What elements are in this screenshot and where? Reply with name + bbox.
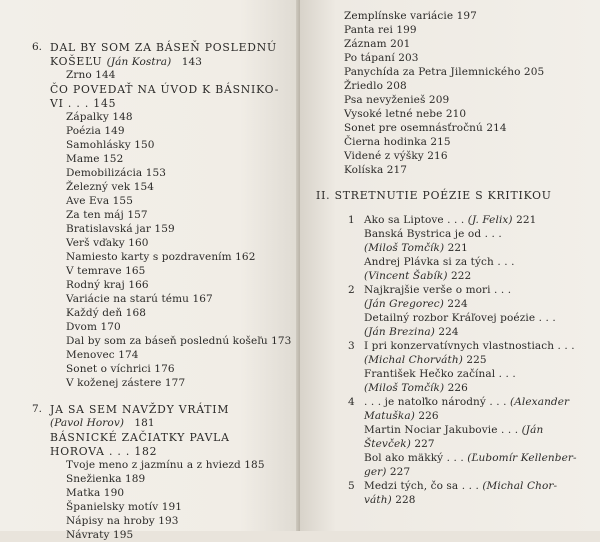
critique-text: Ako sa Liptove . . .	[364, 214, 468, 226]
entry-number: 4	[348, 396, 355, 408]
toc-entry: V temrave 165	[66, 265, 146, 277]
critique-author: (Ján Gregorec)	[364, 298, 444, 310]
toc-entry: Po tápaní 203	[344, 52, 419, 64]
toc-entry: Španielsky motív 191	[66, 501, 183, 513]
critique-entry	[364, 480, 557, 493]
toc-entry: Železný vek 154	[66, 181, 155, 193]
toc-entry: Panta rei 199	[344, 24, 417, 36]
critique-entry	[364, 424, 543, 437]
section-6-number: 6.	[32, 41, 43, 53]
toc-entry: Rodný kraj 166	[66, 279, 149, 291]
critique-entry	[364, 354, 487, 367]
section-6-page: 143	[181, 56, 203, 68]
critique-author: (J. Felix)	[467, 214, 513, 226]
toc-entry: Poézia 149	[66, 125, 125, 137]
critique-entry	[364, 396, 569, 409]
critique-text: František Hečko začínal . . .	[364, 368, 516, 380]
critique-entry	[364, 214, 536, 227]
toc-entry: Dvom 170	[66, 321, 121, 333]
toc-entry: Žriedlo 208	[344, 80, 407, 92]
toc-entry: Záznam 201	[344, 38, 411, 50]
critique-text: Andrej Plávka si za tých . . .	[364, 256, 515, 268]
toc-entry: Každý deň 168	[66, 307, 147, 319]
toc-entry: Zemplínske variácie 197	[344, 10, 477, 22]
critique-author: (Ján	[521, 424, 544, 436]
toc-entry: Čierna hodinka 215	[344, 136, 451, 148]
critique-author: (Michal Chorváth)	[364, 354, 463, 366]
toc-entry: Videné z výšky 216	[344, 150, 448, 162]
section-7-author-page: 181	[134, 417, 155, 429]
section-7-subtitle-line2: HOROVA . . . 182	[50, 445, 158, 458]
toc-entry: Namiesto karty s pozdravením 162	[66, 251, 256, 263]
section-6-title-line1: DAL BY SOM ZA BÁSEŇ POSLEDNÚ	[50, 41, 277, 54]
critique-author: (Ľubomír Kellenber-	[467, 452, 577, 464]
cpov-title-line2: VI . . . 145	[50, 97, 117, 110]
critique-page: 221	[444, 242, 468, 254]
entry-number: 1	[348, 214, 355, 226]
toc-entry: Matka 190	[66, 487, 125, 499]
toc-entry: Návraty 195	[66, 529, 134, 541]
toc-entry: Mame 152	[66, 153, 124, 165]
toc-entry: Zápalky 148	[66, 111, 133, 123]
critique-text: I pri konzervatívnych vlastnostiach . . .	[364, 340, 575, 352]
toc-entry: Kolíska 217	[344, 164, 408, 176]
toc-entry: V koženej zástere 177	[66, 377, 186, 389]
toc-entry: Za ten máj 157	[66, 209, 148, 221]
critique-entry	[364, 494, 416, 507]
critique-text: Bol ako mäkký . . .	[364, 452, 468, 464]
critique-author: váth)	[364, 494, 392, 506]
toc-entry: Variácie na starú tému 167	[66, 293, 213, 305]
critique-entry	[364, 438, 435, 451]
toc-entry: Psa nevyženieš 209	[344, 94, 450, 106]
toc-entry: Panychída za Petra Jilemnického 205	[344, 66, 545, 78]
critique-text: Medzi tých, čo sa . . .	[364, 480, 483, 492]
toc-entry: Dal by som za báseň poslednú košeľu 173	[66, 335, 292, 347]
toc-entry: Vysoké letné nebe 210	[344, 108, 467, 120]
section-6-title-line2	[50, 55, 202, 69]
toc-entry: Ave Eva 155	[66, 195, 133, 207]
section-7-subtitle-line1: BÁSNICKÉ ZAČIATKY PAVLA	[50, 431, 230, 444]
section-7-title: JA SA SEM NAVŽDY VRÁTIM	[50, 403, 230, 416]
toc-entry-zrno: Zrno 144	[66, 69, 116, 81]
section-2-heading: II. STRETNUTIE POÉZIE S KRITIKOU	[316, 189, 552, 202]
section-6-author: (Ján Kostra)	[106, 56, 172, 68]
critique-text: Detailný rozbor Kráľovej poézie . . .	[364, 312, 556, 324]
toc-entry-tvoje-meno: Tvoje meno z jazmínu a z hviezd 185	[66, 459, 265, 471]
left-page	[0, 0, 300, 541]
section-6-title-caps: KOŠEĽU	[50, 55, 107, 68]
critique-text: . . . je natoľko národný . . .	[364, 396, 511, 408]
critique-entry	[364, 382, 468, 395]
critique-page: 225	[462, 354, 487, 366]
critique-page: 228	[391, 494, 416, 506]
critique-author: (Vincent Šabík)	[364, 270, 448, 282]
cpov-title-line1: ČO POVEDAŤ NA ÚVOD K BÁSNIKO-	[50, 83, 280, 96]
critique-page: 221	[512, 214, 537, 226]
critique-entry	[364, 298, 468, 311]
critique-author: Števček)	[364, 438, 411, 450]
critique-author: ger)	[364, 466, 387, 478]
critique-entry	[364, 242, 468, 255]
critique-author: (Michal Chor-	[482, 480, 558, 492]
entry-number: 3	[348, 340, 355, 352]
critique-text: Banská Bystrica je od . . .	[364, 228, 502, 240]
toc-entry: Samohlásky 150	[66, 139, 155, 151]
entry-number: 5	[348, 480, 355, 492]
critique-author: Matuška)	[364, 410, 415, 422]
toc-entry: Nápisy na hroby 193	[66, 515, 179, 527]
toc-entry: Sonet o víchrici 176	[66, 363, 175, 375]
toc-entry: Menovec 174	[66, 349, 139, 361]
toc-entry: Demobilizácia 153	[66, 167, 167, 179]
critique-entry	[364, 466, 410, 479]
section-7-author: (Pavol Horov)	[50, 417, 125, 429]
toc-entry: Snežienka 189	[66, 473, 146, 485]
critique-page: 227	[410, 438, 435, 450]
critique-entry	[364, 452, 577, 465]
critique-author: (Miloš Tomčík)	[364, 382, 445, 394]
critique-author: (Ján Brezina)	[364, 326, 435, 338]
critique-entry	[364, 410, 439, 423]
toc-entry: Verš vďaky 160	[66, 237, 149, 249]
critique-text: Martin Nociar Jakubovie . . .	[364, 424, 522, 436]
toc-entry: Sonet pre osemnásťročnú 214	[344, 122, 507, 134]
critique-entry	[364, 326, 459, 339]
critique-page: 227	[386, 466, 411, 478]
critique-page: 226	[414, 410, 439, 422]
right-page	[300, 0, 600, 531]
critique-text: Najkrajšie verše o mori . . .	[364, 284, 512, 296]
critique-author: (Alexander	[510, 396, 570, 408]
critique-page: 226	[444, 382, 468, 394]
section-7-number: 7.	[32, 403, 43, 415]
critique-page: 222	[447, 270, 472, 282]
critique-entry	[364, 270, 471, 283]
critique-page: 224	[434, 326, 459, 338]
entry-number: 2	[348, 284, 355, 296]
critique-page: 224	[443, 298, 468, 310]
toc-entry: Bratislavská jar 159	[66, 223, 175, 235]
section-7-author-line	[50, 417, 155, 430]
critique-author: (Miloš Tomčík)	[364, 242, 445, 254]
